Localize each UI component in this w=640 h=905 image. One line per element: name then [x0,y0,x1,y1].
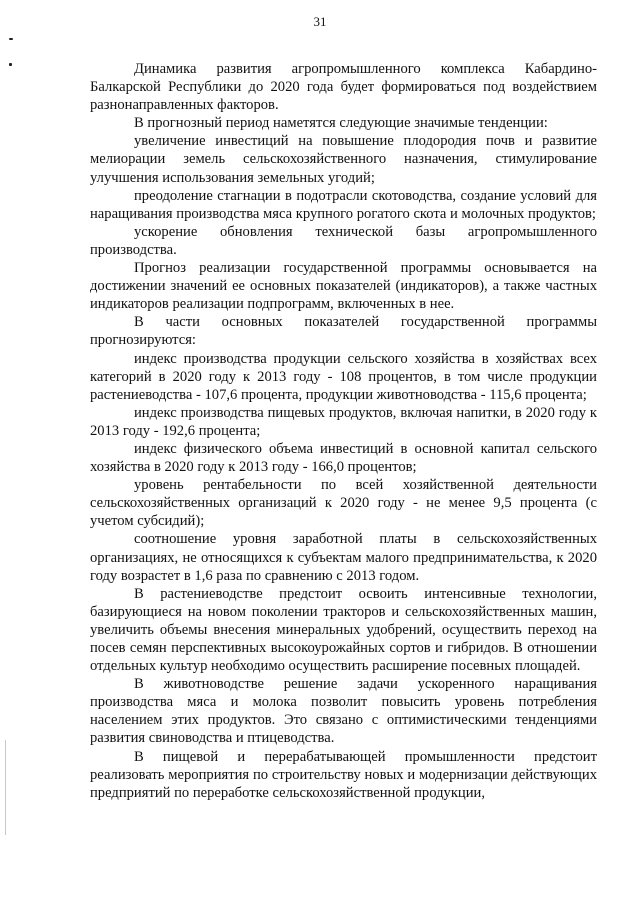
paragraph-dynamics: Динамика развития агропромышленного комплекса Кабардино-Балкарской Республики до 2020 года будет формироваться под воздействием разнонаправленных факторов. [90,61,597,114]
paragraph-trend-investment: увеличение инвестиций на повышение плодородия почв и развитие мелиорации земель сельскохозяйственного назначения, стимулирование улучшения использования земельных угодий; [90,133,597,186]
paragraph-indicator-profitability: уровень рентабельности по всей хозяйственной деятельности сельскохозяйственных организаций к 2020 году - не менее 9,5 процента (с учетом субсидий); [90,477,597,530]
paragraph-crop-production: В растениеводстве предстоит освоить интенсивные технологии, базирующиеся на новом поколении тракторов и сельскохозяйственных машин, увеличить объемы внесения минеральных удобрений, осуществить переход на посев семян перспективных высокоурожайных сортов и гибридов. В отношении отдельных культур необходимо осуществить расширение посевных площадей. [90,585,597,675]
paragraph-forecast-basis: Прогноз реализации государственной программы основывается на достижении значений ее основных показателей (индикаторов), а также частных индикаторов реализации подпрограмм, включенных в нее. [90,260,597,313]
paragraph-indicator-wages: соотношение уровня заработной платы в сельскохозяйственных организациях, не относящихся к субъектам малого предпринимательства, к 2020 году возрастет в 1,6 раза по сравнению с 2013 годом. [90,531,597,584]
document-body [90,60,597,802]
scan-speck [9,63,12,66]
paragraph-indicator-food-production: индекс производства пищевых продуктов, включая напитки, в 2020 году к 2013 году - 192,6 процента; [90,404,597,439]
paragraph-indicator-investment: индекс физического объема инвестиций в основной капитал сельского хозяйства в 2020 году к 2013 году - 166,0 процентов; [90,440,597,476]
paragraph-food-processing: В пищевой и перерабатывающей промышленности предстоит реализовать мероприятия по строительству новых и модернизации действующих предприятий по переработке сельскохозяйственной продукции, [90,748,597,801]
paragraph-indicators-intro: В части основных показателей государственной программы прогнозируются: [90,314,597,349]
paragraph-trends-intro: В прогнозный период наметятся следующие значимые тенденции: [134,115,548,132]
scan-edge-line [5,740,6,835]
paragraph-trend-technical-base: ускорение обновления технической базы агропромышленного производства. [90,223,597,258]
paragraph-indicator-agri-production: индекс производства продукции сельского хозяйства в хозяйствах всех категорий в 2020 году к 2013 году - 108 процентов, в том числе продукции растениеводства - 107,6 процента, продукции животноводства - 115,6 процента; [90,350,597,403]
paragraph-trend-livestock: преодоление стагнации в подотрасли скотоводства, создание условий для наращивания производства мяса крупного рогатого скота и молочных продуктов; [90,187,597,222]
scan-speck [9,38,13,40]
page-number: 31 [313,14,327,29]
paragraph-livestock: В животноводстве решение задачи ускоренного наращивания производства мяса и молока позволит повысить уровень потребления населением этих продуктов. Это связано с оптимистическими тенденциями развития свиноводства и птицеводства. [90,676,597,747]
